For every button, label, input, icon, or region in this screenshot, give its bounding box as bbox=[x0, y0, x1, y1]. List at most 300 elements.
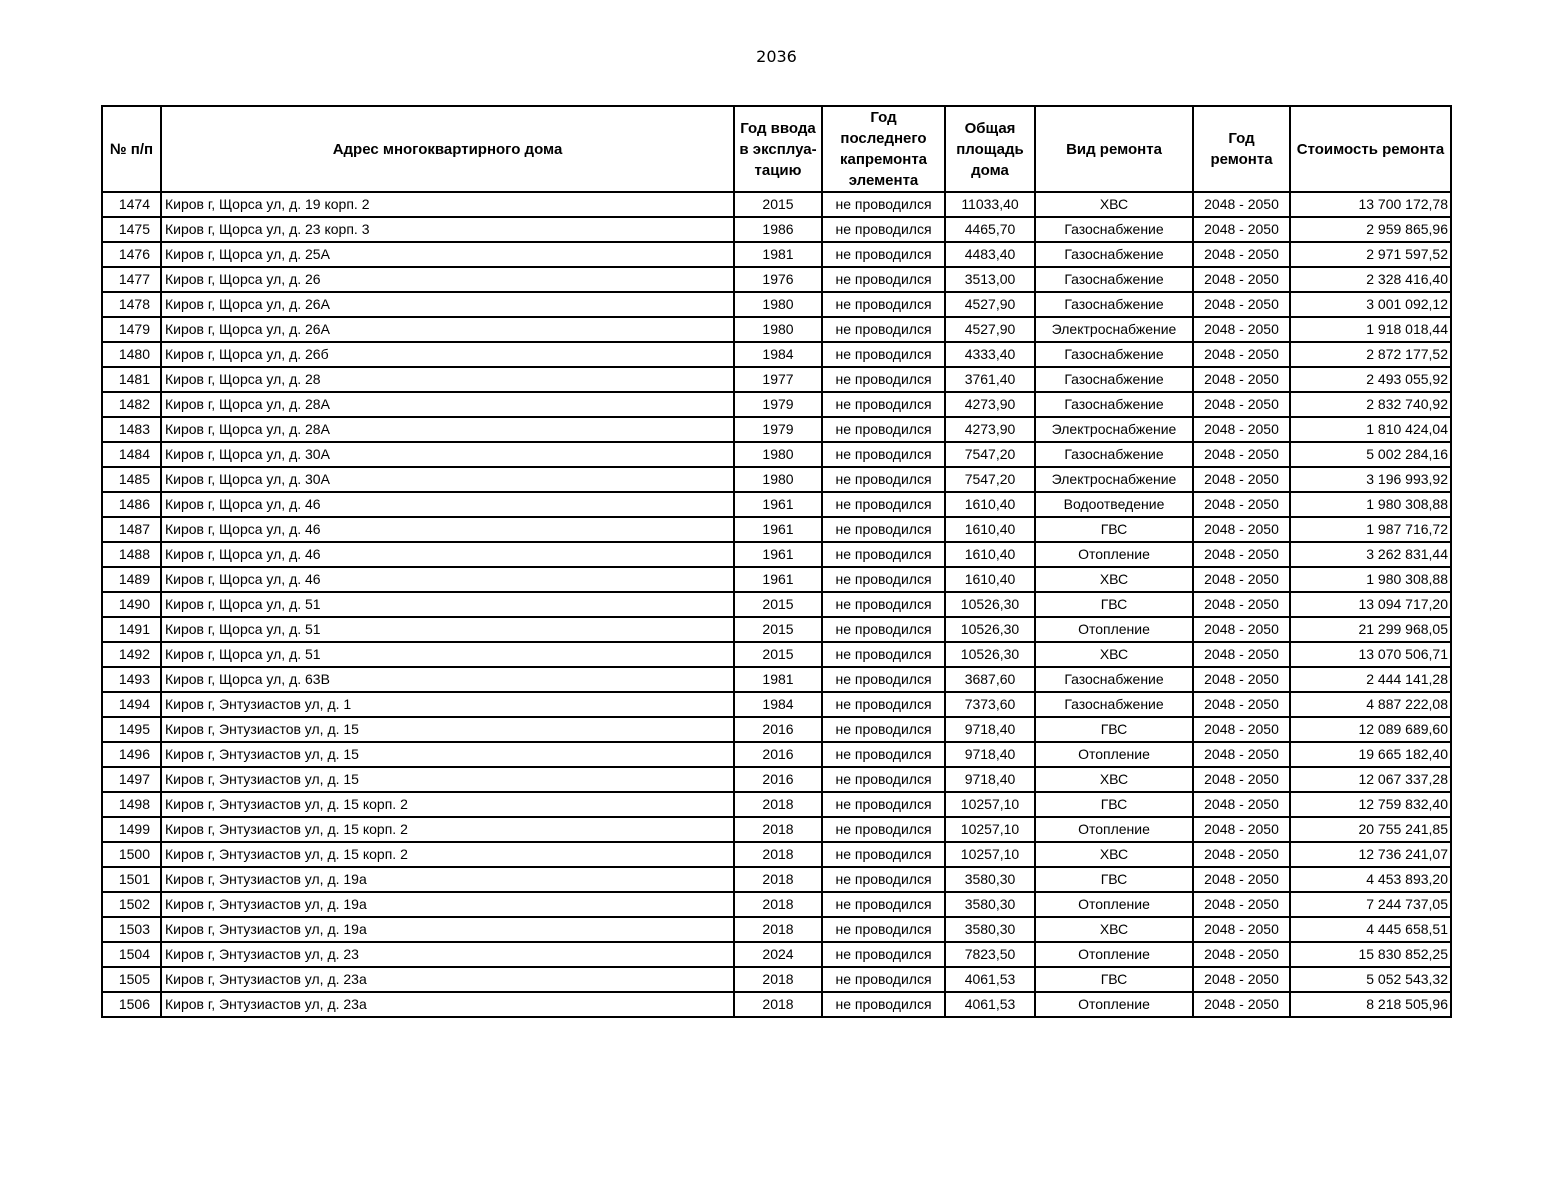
cell-address: Киров г, Щорса ул, д. 19 корп. 2 bbox=[161, 192, 734, 217]
table-row bbox=[102, 192, 1451, 217]
cell-num: 1506 bbox=[102, 992, 161, 1017]
cell-repair-year: 2048 - 2050 bbox=[1193, 942, 1290, 967]
cell-cost: 3 262 831,44 bbox=[1290, 542, 1451, 567]
cell-repair-year: 2048 - 2050 bbox=[1193, 342, 1290, 367]
cell-num: 1482 bbox=[102, 392, 161, 417]
cell-cost: 12 089 689,60 bbox=[1290, 717, 1451, 742]
cell-num: 1479 bbox=[102, 317, 161, 342]
table-row bbox=[102, 467, 1451, 492]
cell-repair-year: 2048 - 2050 bbox=[1193, 867, 1290, 892]
cell-area: 4273,90 bbox=[945, 417, 1035, 442]
cell-num: 1480 bbox=[102, 342, 161, 367]
cell-address: Киров г, Щорса ул, д. 28А bbox=[161, 392, 734, 417]
cell-num: 1493 bbox=[102, 667, 161, 692]
cell-repair-year: 2048 - 2050 bbox=[1193, 592, 1290, 617]
cell-cost: 15 830 852,25 bbox=[1290, 942, 1451, 967]
table-row bbox=[102, 342, 1451, 367]
table-row bbox=[102, 892, 1451, 917]
cell-repair-type: Газоснабжение bbox=[1035, 217, 1193, 242]
cell-year-built: 2018 bbox=[734, 842, 822, 867]
cell-last-repair: не проводился bbox=[822, 817, 945, 842]
table-row bbox=[102, 442, 1451, 467]
cell-year-built: 1979 bbox=[734, 417, 822, 442]
cell-area: 4527,90 bbox=[945, 317, 1035, 342]
cell-address: Киров г, Щорса ул, д. 30А bbox=[161, 467, 734, 492]
cell-num: 1502 bbox=[102, 892, 161, 917]
cell-repair-type: ГВС bbox=[1035, 592, 1193, 617]
cell-repair-type: Отопление bbox=[1035, 542, 1193, 567]
cell-year-built: 1980 bbox=[734, 292, 822, 317]
cell-repair-type: Электроснабжение bbox=[1035, 317, 1193, 342]
cell-last-repair: не проводился bbox=[822, 592, 945, 617]
cell-repair-year: 2048 - 2050 bbox=[1193, 792, 1290, 817]
cell-last-repair: не проводился bbox=[822, 617, 945, 642]
cell-num: 1475 bbox=[102, 217, 161, 242]
cell-repair-type: Газоснабжение bbox=[1035, 342, 1193, 367]
cell-year-built: 2015 bbox=[734, 617, 822, 642]
cell-num: 1474 bbox=[102, 192, 161, 217]
cell-repair-type: Водоотведение bbox=[1035, 492, 1193, 517]
cell-cost: 7 244 737,05 bbox=[1290, 892, 1451, 917]
cell-cost: 1 980 308,88 bbox=[1290, 567, 1451, 592]
cell-year-built: 1976 bbox=[734, 267, 822, 292]
cell-area: 4061,53 bbox=[945, 967, 1035, 992]
table-row bbox=[102, 392, 1451, 417]
cell-area: 1610,40 bbox=[945, 542, 1035, 567]
cell-address: Киров г, Щорса ул, д. 30А bbox=[161, 442, 734, 467]
cell-repair-type: Отопление bbox=[1035, 942, 1193, 967]
cell-cost: 2 444 141,28 bbox=[1290, 667, 1451, 692]
cell-address: Киров г, Щорса ул, д. 51 bbox=[161, 617, 734, 642]
cell-address: Киров г, Щорса ул, д. 51 bbox=[161, 642, 734, 667]
cell-address: Киров г, Энтузиастов ул, д. 23а bbox=[161, 992, 734, 1017]
cell-repair-type: Газоснабжение bbox=[1035, 367, 1193, 392]
table-row bbox=[102, 542, 1451, 567]
cell-year-built: 2015 bbox=[734, 592, 822, 617]
cell-address: Киров г, Щорса ул, д. 26б bbox=[161, 342, 734, 367]
header-area: Общая площадь дома bbox=[945, 106, 1035, 192]
cell-repair-year: 2048 - 2050 bbox=[1193, 467, 1290, 492]
cell-area: 10257,10 bbox=[945, 842, 1035, 867]
cell-year-built: 2018 bbox=[734, 867, 822, 892]
cell-repair-type: ХВС bbox=[1035, 192, 1193, 217]
cell-address: Киров г, Щорса ул, д. 23 корп. 3 bbox=[161, 217, 734, 242]
cell-repair-type: ГВС bbox=[1035, 792, 1193, 817]
cell-last-repair: не проводился bbox=[822, 217, 945, 242]
table-row bbox=[102, 417, 1451, 442]
table-row bbox=[102, 367, 1451, 392]
cell-year-built: 2018 bbox=[734, 967, 822, 992]
cell-cost: 12 067 337,28 bbox=[1290, 767, 1451, 792]
cell-num: 1505 bbox=[102, 967, 161, 992]
cell-num: 1496 bbox=[102, 742, 161, 767]
cell-num: 1494 bbox=[102, 692, 161, 717]
cell-address: Киров г, Энтузиастов ул, д. 15 bbox=[161, 742, 734, 767]
table-body bbox=[102, 192, 1451, 1017]
cell-address: Киров г, Энтузиастов ул, д. 15 корп. 2 bbox=[161, 817, 734, 842]
table-row bbox=[102, 967, 1451, 992]
cell-year-built: 1980 bbox=[734, 467, 822, 492]
cell-repair-year: 2048 - 2050 bbox=[1193, 967, 1290, 992]
cell-repair-year: 2048 - 2050 bbox=[1193, 417, 1290, 442]
cell-repair-year: 2048 - 2050 bbox=[1193, 692, 1290, 717]
table-row bbox=[102, 642, 1451, 667]
cell-last-repair: не проводился bbox=[822, 867, 945, 892]
cell-num: 1485 bbox=[102, 467, 161, 492]
cell-address: Киров г, Энтузиастов ул, д. 19а bbox=[161, 917, 734, 942]
cell-num: 1498 bbox=[102, 792, 161, 817]
cell-last-repair: не проводился bbox=[822, 842, 945, 867]
cell-repair-type: Газоснабжение bbox=[1035, 692, 1193, 717]
cell-last-repair: не проводился bbox=[822, 967, 945, 992]
cell-repair-type: ХВС bbox=[1035, 567, 1193, 592]
cell-address: Киров г, Щорса ул, д. 51 bbox=[161, 592, 734, 617]
cell-address: Киров г, Щорса ул, д. 46 bbox=[161, 492, 734, 517]
header-last-repair: Год последнего капремонта элемента bbox=[822, 106, 945, 192]
cell-area: 10526,30 bbox=[945, 592, 1035, 617]
cell-area: 4483,40 bbox=[945, 242, 1035, 267]
cell-area: 3761,40 bbox=[945, 367, 1035, 392]
table-header-row bbox=[102, 106, 1451, 192]
cell-year-built: 1984 bbox=[734, 692, 822, 717]
cell-year-built: 1961 bbox=[734, 517, 822, 542]
repair-schedule-table bbox=[101, 105, 1452, 1018]
cell-year-built: 2018 bbox=[734, 817, 822, 842]
cell-area: 10257,10 bbox=[945, 817, 1035, 842]
cell-last-repair: не проводился bbox=[822, 642, 945, 667]
cell-num: 1488 bbox=[102, 542, 161, 567]
cell-area: 7373,60 bbox=[945, 692, 1035, 717]
cell-year-built: 1961 bbox=[734, 542, 822, 567]
cell-repair-type: Газоснабжение bbox=[1035, 292, 1193, 317]
cell-num: 1484 bbox=[102, 442, 161, 467]
cell-address: Киров г, Энтузиастов ул, д. 15 bbox=[161, 767, 734, 792]
cell-area: 11033,40 bbox=[945, 192, 1035, 217]
cell-repair-year: 2048 - 2050 bbox=[1193, 192, 1290, 217]
table-row bbox=[102, 692, 1451, 717]
cell-area: 3580,30 bbox=[945, 867, 1035, 892]
header-year-built: Год ввода в эксплуа-тацию bbox=[734, 106, 822, 192]
cell-repair-year: 2048 - 2050 bbox=[1193, 717, 1290, 742]
cell-year-built: 1981 bbox=[734, 242, 822, 267]
cell-repair-type: Электроснабжение bbox=[1035, 467, 1193, 492]
cell-num: 1483 bbox=[102, 417, 161, 442]
table-row bbox=[102, 292, 1451, 317]
table-row bbox=[102, 817, 1451, 842]
table-row bbox=[102, 242, 1451, 267]
cell-last-repair: не проводился bbox=[822, 417, 945, 442]
cell-num: 1497 bbox=[102, 767, 161, 792]
cell-repair-year: 2048 - 2050 bbox=[1193, 617, 1290, 642]
cell-cost: 3 001 092,12 bbox=[1290, 292, 1451, 317]
cell-address: Киров г, Щорса ул, д. 26А bbox=[161, 317, 734, 342]
cell-year-built: 2024 bbox=[734, 942, 822, 967]
table-row bbox=[102, 792, 1451, 817]
cell-address: Киров г, Энтузиастов ул, д. 19а bbox=[161, 892, 734, 917]
cell-repair-year: 2048 - 2050 bbox=[1193, 317, 1290, 342]
cell-repair-type: ГВС bbox=[1035, 517, 1193, 542]
cell-repair-year: 2048 - 2050 bbox=[1193, 892, 1290, 917]
cell-year-built: 1979 bbox=[734, 392, 822, 417]
cell-last-repair: не проводился bbox=[822, 192, 945, 217]
table-row bbox=[102, 667, 1451, 692]
cell-address: Киров г, Щорса ул, д. 28А bbox=[161, 417, 734, 442]
cell-cost: 19 665 182,40 bbox=[1290, 742, 1451, 767]
cell-cost: 4 453 893,20 bbox=[1290, 867, 1451, 892]
cell-year-built: 2015 bbox=[734, 642, 822, 667]
cell-repair-year: 2048 - 2050 bbox=[1193, 642, 1290, 667]
page-number: 2036 bbox=[756, 47, 797, 66]
header-cost: Стоимость ремонта bbox=[1290, 106, 1451, 192]
cell-area: 1610,40 bbox=[945, 567, 1035, 592]
cell-address: Киров г, Щорса ул, д. 25А bbox=[161, 242, 734, 267]
cell-address: Киров г, Энтузиастов ул, д. 23 bbox=[161, 942, 734, 967]
cell-area: 10526,30 bbox=[945, 642, 1035, 667]
cell-num: 1495 bbox=[102, 717, 161, 742]
cell-cost: 4 887 222,08 bbox=[1290, 692, 1451, 717]
table-row bbox=[102, 517, 1451, 542]
cell-year-built: 1980 bbox=[734, 442, 822, 467]
cell-address: Киров г, Щорса ул, д. 46 bbox=[161, 567, 734, 592]
cell-area: 9718,40 bbox=[945, 767, 1035, 792]
cell-area: 7547,20 bbox=[945, 467, 1035, 492]
cell-cost: 1 810 424,04 bbox=[1290, 417, 1451, 442]
cell-address: Киров г, Щорса ул, д. 28 bbox=[161, 367, 734, 392]
cell-num: 1492 bbox=[102, 642, 161, 667]
cell-num: 1491 bbox=[102, 617, 161, 642]
cell-cost: 1 918 018,44 bbox=[1290, 317, 1451, 342]
cell-last-repair: не проводился bbox=[822, 992, 945, 1017]
cell-repair-type: ХВС bbox=[1035, 917, 1193, 942]
table-row bbox=[102, 992, 1451, 1017]
cell-last-repair: не проводился bbox=[822, 792, 945, 817]
cell-repair-type: ГВС bbox=[1035, 967, 1193, 992]
cell-repair-type: Газоснабжение bbox=[1035, 267, 1193, 292]
cell-cost: 4 445 658,51 bbox=[1290, 917, 1451, 942]
cell-last-repair: не проводился bbox=[822, 892, 945, 917]
cell-area: 4273,90 bbox=[945, 392, 1035, 417]
table-row bbox=[102, 217, 1451, 242]
cell-year-built: 2015 bbox=[734, 192, 822, 217]
table-row bbox=[102, 617, 1451, 642]
cell-cost: 12 736 241,07 bbox=[1290, 842, 1451, 867]
cell-year-built: 2018 bbox=[734, 892, 822, 917]
cell-repair-type: ГВС bbox=[1035, 717, 1193, 742]
cell-repair-type: Газоснабжение bbox=[1035, 242, 1193, 267]
cell-repair-year: 2048 - 2050 bbox=[1193, 517, 1290, 542]
cell-area: 4465,70 bbox=[945, 217, 1035, 242]
cell-address: Киров г, Энтузиастов ул, д. 19а bbox=[161, 867, 734, 892]
cell-last-repair: не проводился bbox=[822, 442, 945, 467]
cell-repair-year: 2048 - 2050 bbox=[1193, 842, 1290, 867]
cell-last-repair: не проводился bbox=[822, 742, 945, 767]
cell-num: 1487 bbox=[102, 517, 161, 542]
cell-repair-year: 2048 - 2050 bbox=[1193, 492, 1290, 517]
table-row bbox=[102, 267, 1451, 292]
cell-repair-type: Газоснабжение bbox=[1035, 442, 1193, 467]
cell-area: 4061,53 bbox=[945, 992, 1035, 1017]
cell-repair-type: Газоснабжение bbox=[1035, 667, 1193, 692]
table-row bbox=[102, 917, 1451, 942]
cell-num: 1501 bbox=[102, 867, 161, 892]
cell-address: Киров г, Щорса ул, д. 63В bbox=[161, 667, 734, 692]
cell-last-repair: не проводился bbox=[822, 467, 945, 492]
cell-cost: 12 759 832,40 bbox=[1290, 792, 1451, 817]
cell-num: 1503 bbox=[102, 917, 161, 942]
cell-repair-type: Отопление bbox=[1035, 992, 1193, 1017]
cell-num: 1476 bbox=[102, 242, 161, 267]
cell-repair-year: 2048 - 2050 bbox=[1193, 392, 1290, 417]
header-num: № п/п bbox=[102, 106, 161, 192]
cell-year-built: 1977 bbox=[734, 367, 822, 392]
cell-cost: 13 094 717,20 bbox=[1290, 592, 1451, 617]
cell-cost: 2 959 865,96 bbox=[1290, 217, 1451, 242]
cell-last-repair: не проводился bbox=[822, 767, 945, 792]
table-row bbox=[102, 842, 1451, 867]
cell-area: 1610,40 bbox=[945, 517, 1035, 542]
cell-cost: 2 872 177,52 bbox=[1290, 342, 1451, 367]
cell-repair-type: ГВС bbox=[1035, 867, 1193, 892]
cell-year-built: 2016 bbox=[734, 717, 822, 742]
cell-cost: 5 052 543,32 bbox=[1290, 967, 1451, 992]
cell-area: 10257,10 bbox=[945, 792, 1035, 817]
cell-cost: 13 070 506,71 bbox=[1290, 642, 1451, 667]
cell-num: 1504 bbox=[102, 942, 161, 967]
cell-last-repair: не проводился bbox=[822, 567, 945, 592]
cell-cost: 5 002 284,16 bbox=[1290, 442, 1451, 467]
cell-year-built: 2018 bbox=[734, 917, 822, 942]
cell-last-repair: не проводился bbox=[822, 517, 945, 542]
cell-address: Киров г, Щорса ул, д. 46 bbox=[161, 517, 734, 542]
cell-repair-year: 2048 - 2050 bbox=[1193, 442, 1290, 467]
cell-year-built: 1984 bbox=[734, 342, 822, 367]
cell-last-repair: не проводился bbox=[822, 692, 945, 717]
cell-cost: 2 328 416,40 bbox=[1290, 267, 1451, 292]
cell-year-built: 1961 bbox=[734, 492, 822, 517]
cell-repair-year: 2048 - 2050 bbox=[1193, 667, 1290, 692]
cell-repair-year: 2048 - 2050 bbox=[1193, 242, 1290, 267]
cell-repair-year: 2048 - 2050 bbox=[1193, 917, 1290, 942]
cell-address: Киров г, Щорса ул, д. 26А bbox=[161, 292, 734, 317]
cell-last-repair: не проводился bbox=[822, 342, 945, 367]
cell-repair-year: 2048 - 2050 bbox=[1193, 567, 1290, 592]
table-row bbox=[102, 742, 1451, 767]
cell-repair-year: 2048 - 2050 bbox=[1193, 817, 1290, 842]
cell-address: Киров г, Энтузиастов ул, д. 1 bbox=[161, 692, 734, 717]
cell-last-repair: не проводился bbox=[822, 242, 945, 267]
header-repair-type: Вид ремонта bbox=[1035, 106, 1193, 192]
table-row bbox=[102, 492, 1451, 517]
cell-repair-year: 2048 - 2050 bbox=[1193, 267, 1290, 292]
table-row bbox=[102, 567, 1451, 592]
cell-year-built: 2016 bbox=[734, 767, 822, 792]
cell-repair-type: Отопление bbox=[1035, 742, 1193, 767]
cell-year-built: 1961 bbox=[734, 567, 822, 592]
table-row bbox=[102, 592, 1451, 617]
cell-repair-year: 2048 - 2050 bbox=[1193, 542, 1290, 567]
cell-num: 1481 bbox=[102, 367, 161, 392]
table-row bbox=[102, 317, 1451, 342]
cell-repair-type: Отопление bbox=[1035, 817, 1193, 842]
cell-repair-year: 2048 - 2050 bbox=[1193, 217, 1290, 242]
cell-area: 4527,90 bbox=[945, 292, 1035, 317]
cell-area: 4333,40 bbox=[945, 342, 1035, 367]
cell-address: Киров г, Щорса ул, д. 46 bbox=[161, 542, 734, 567]
cell-repair-type: Газоснабжение bbox=[1035, 392, 1193, 417]
cell-cost: 2 832 740,92 bbox=[1290, 392, 1451, 417]
cell-cost: 8 218 505,96 bbox=[1290, 992, 1451, 1017]
cell-last-repair: не проводился bbox=[822, 717, 945, 742]
cell-address: Киров г, Энтузиастов ул, д. 15 bbox=[161, 717, 734, 742]
cell-area: 7823,50 bbox=[945, 942, 1035, 967]
cell-address: Киров г, Энтузиастов ул, д. 23а bbox=[161, 967, 734, 992]
table-row bbox=[102, 867, 1451, 892]
cell-cost: 13 700 172,78 bbox=[1290, 192, 1451, 217]
cell-address: Киров г, Щорса ул, д. 26 bbox=[161, 267, 734, 292]
cell-cost: 2 971 597,52 bbox=[1290, 242, 1451, 267]
cell-cost: 21 299 968,05 bbox=[1290, 617, 1451, 642]
cell-address: Киров г, Энтузиастов ул, д. 15 корп. 2 bbox=[161, 842, 734, 867]
cell-area: 9718,40 bbox=[945, 742, 1035, 767]
header-repair-year: Год ремонта bbox=[1193, 106, 1290, 192]
cell-num: 1490 bbox=[102, 592, 161, 617]
cell-num: 1478 bbox=[102, 292, 161, 317]
table-row bbox=[102, 942, 1451, 967]
cell-cost: 3 196 993,92 bbox=[1290, 467, 1451, 492]
cell-area: 9718,40 bbox=[945, 717, 1035, 742]
cell-area: 7547,20 bbox=[945, 442, 1035, 467]
cell-area: 3580,30 bbox=[945, 892, 1035, 917]
cell-repair-year: 2048 - 2050 bbox=[1193, 292, 1290, 317]
cell-area: 1610,40 bbox=[945, 492, 1035, 517]
cell-repair-type: ХВС bbox=[1035, 842, 1193, 867]
cell-cost: 2 493 055,92 bbox=[1290, 367, 1451, 392]
cell-last-repair: не проводился bbox=[822, 667, 945, 692]
cell-cost: 1 980 308,88 bbox=[1290, 492, 1451, 517]
cell-repair-type: ХВС bbox=[1035, 767, 1193, 792]
cell-year-built: 2018 bbox=[734, 992, 822, 1017]
cell-last-repair: не проводился bbox=[822, 542, 945, 567]
header-address: Адрес многоквартирного дома bbox=[161, 106, 734, 192]
cell-last-repair: не проводился bbox=[822, 267, 945, 292]
cell-year-built: 1981 bbox=[734, 667, 822, 692]
cell-repair-year: 2048 - 2050 bbox=[1193, 367, 1290, 392]
cell-last-repair: не проводился bbox=[822, 492, 945, 517]
table-row bbox=[102, 717, 1451, 742]
cell-last-repair: не проводился bbox=[822, 917, 945, 942]
cell-repair-type: Отопление bbox=[1035, 617, 1193, 642]
cell-year-built: 1980 bbox=[734, 317, 822, 342]
cell-num: 1477 bbox=[102, 267, 161, 292]
cell-year-built: 2016 bbox=[734, 742, 822, 767]
cell-num: 1489 bbox=[102, 567, 161, 592]
cell-repair-year: 2048 - 2050 bbox=[1193, 742, 1290, 767]
cell-last-repair: не проводился bbox=[822, 392, 945, 417]
cell-cost: 1 987 716,72 bbox=[1290, 517, 1451, 542]
cell-repair-year: 2048 - 2050 bbox=[1193, 992, 1290, 1017]
table-row bbox=[102, 767, 1451, 792]
cell-num: 1499 bbox=[102, 817, 161, 842]
cell-repair-type: Отопление bbox=[1035, 892, 1193, 917]
cell-area: 3513,00 bbox=[945, 267, 1035, 292]
cell-area: 3580,30 bbox=[945, 917, 1035, 942]
cell-cost: 20 755 241,85 bbox=[1290, 817, 1451, 842]
cell-num: 1500 bbox=[102, 842, 161, 867]
cell-area: 10526,30 bbox=[945, 617, 1035, 642]
cell-repair-type: ХВС bbox=[1035, 642, 1193, 667]
cell-last-repair: не проводился bbox=[822, 942, 945, 967]
cell-year-built: 2018 bbox=[734, 792, 822, 817]
